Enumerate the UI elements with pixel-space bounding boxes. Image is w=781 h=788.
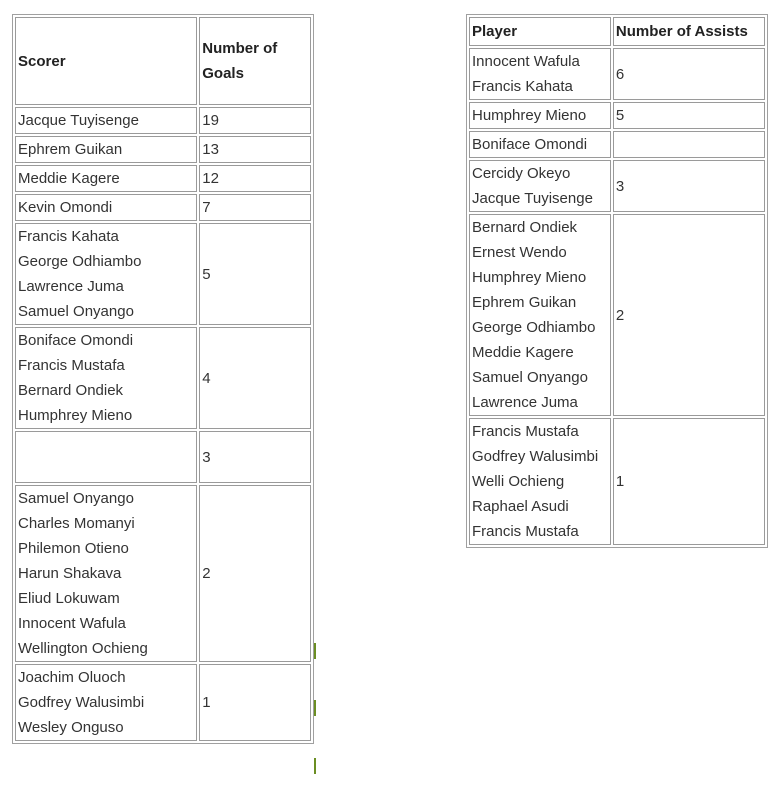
player-name: Godfrey Walusimbi (472, 448, 599, 465)
player-name: Kevin Omondi (18, 199, 113, 216)
goals-row (15, 485, 311, 662)
player-name: Samuel Onyango (472, 369, 588, 386)
goals-count-cell: 7 (199, 194, 311, 221)
assists-names-cell (469, 131, 611, 158)
player-name: Lawrence Juma (18, 278, 124, 295)
goals-names-cell (15, 223, 197, 325)
assists-count-cell: 1 (613, 418, 765, 545)
assists-count-cell: 6 (613, 48, 765, 100)
player-name: Boniface Omondi (472, 136, 588, 153)
player-name: Joachim Oluoch (18, 669, 126, 686)
player-name: Innocent Wafula (472, 53, 580, 70)
goals-names-cell (15, 107, 197, 134)
goals-count-cell: 1 (199, 664, 311, 741)
goals-count-header: Number of Goals (199, 17, 311, 105)
goals-row (15, 664, 311, 741)
assists-row (469, 131, 765, 158)
goals-names-cell (15, 165, 197, 192)
player-name: Francis Mustafa (472, 523, 579, 540)
goals-row (15, 136, 311, 163)
assists-row (469, 102, 765, 129)
assists-row (469, 48, 765, 100)
goals-names-cell (15, 194, 197, 221)
goals-count-cell: 3 (199, 431, 311, 483)
player-name: Francis Kahata (472, 78, 573, 95)
player-name: George Odhiambo (18, 253, 142, 270)
assists-header-row (469, 17, 765, 46)
player-name: Boniface Omondi (18, 332, 134, 349)
assists-table-body (469, 17, 765, 545)
player-name: Humphrey Mieno (472, 269, 587, 286)
goals-names-cell (15, 664, 197, 741)
goals-row (15, 107, 311, 134)
player-name: Francis Mustafa (18, 357, 125, 374)
assists-names-cell (469, 48, 611, 100)
goals-count-cell: 12 (199, 165, 311, 192)
player-name: Jacque Tuyisenge (472, 190, 593, 207)
assists-row (469, 418, 765, 545)
goals-row (15, 327, 311, 429)
player-name: Harun Shakava (18, 565, 122, 582)
player-name: Charles Momanyi (18, 515, 135, 532)
assists-count-cell (613, 131, 765, 158)
assists-names-cell (469, 418, 611, 545)
player-name: Francis Mustafa (472, 423, 579, 440)
player-name: Bernard Ondiek (472, 219, 578, 236)
player-name: Samuel Onyango (18, 490, 134, 507)
player-name: Jacque Tuyisenge (18, 112, 139, 129)
goals-count-cell: 4 (199, 327, 311, 429)
player-name: George Odhiambo (472, 319, 596, 336)
assists-count-header: Number of Assists (613, 17, 765, 46)
assists-row (469, 160, 765, 212)
assists-table (466, 14, 768, 548)
player-name: Wellington Ochieng (18, 640, 148, 657)
player-name: Francis Kahata (18, 228, 119, 245)
scan-artifact-mark (314, 758, 316, 774)
player-name: Humphrey Mieno (18, 407, 133, 424)
player-name: Innocent Wafula (18, 615, 126, 632)
scan-artifact-mark (314, 643, 316, 659)
goals-count-cell: 5 (199, 223, 311, 325)
player-name: Wesley Onguso (18, 719, 124, 736)
player-name: Bernard Ondiek (18, 382, 124, 399)
goals-row (15, 223, 311, 325)
goals-header-row (15, 17, 311, 105)
player-name: Godfrey Walusimbi (18, 694, 145, 711)
player-name: Ephrem Guikan (472, 294, 577, 311)
assists-count-cell: 3 (613, 160, 765, 212)
assists-count-cell: 2 (613, 214, 765, 416)
goals-count-cell: 2 (199, 485, 311, 662)
goals-names-cell (15, 431, 197, 483)
player-name: Ernest Wendo (472, 244, 567, 261)
goals-names-cell (15, 485, 197, 662)
scorer-header: Scorer (15, 17, 197, 105)
goals-row (15, 194, 311, 221)
assists-names-cell (469, 160, 611, 212)
goals-row (15, 431, 311, 483)
player-name: Meddie Kagere (18, 170, 120, 187)
goals-table (12, 14, 314, 744)
assists-names-cell (469, 102, 611, 129)
player-name: Ephrem Guikan (18, 141, 123, 158)
player-name: Philemon Otieno (18, 540, 129, 557)
goals-names-cell (15, 327, 197, 429)
player-name: Eliud Lokuwam (18, 590, 120, 607)
assists-names-cell (469, 214, 611, 416)
goals-row (15, 165, 311, 192)
player-name: Samuel Onyango (18, 303, 134, 320)
goals-table-body (15, 17, 311, 741)
player-header: Player (469, 17, 611, 46)
goals-count-cell: 13 (199, 136, 311, 163)
player-name: Humphrey Mieno (472, 107, 587, 124)
player-name: Lawrence Juma (472, 394, 578, 411)
player-name: Welli Ochieng (472, 473, 565, 490)
player-name: Meddie Kagere (472, 344, 574, 361)
player-name: Cercidy Okeyo (472, 165, 571, 182)
goals-names-cell (15, 136, 197, 163)
assists-count-cell: 5 (613, 102, 765, 129)
scan-artifact-mark (314, 700, 316, 716)
goals-count-cell: 19 (199, 107, 311, 134)
assists-row (469, 214, 765, 416)
player-name: Raphael Asudi (472, 498, 569, 515)
